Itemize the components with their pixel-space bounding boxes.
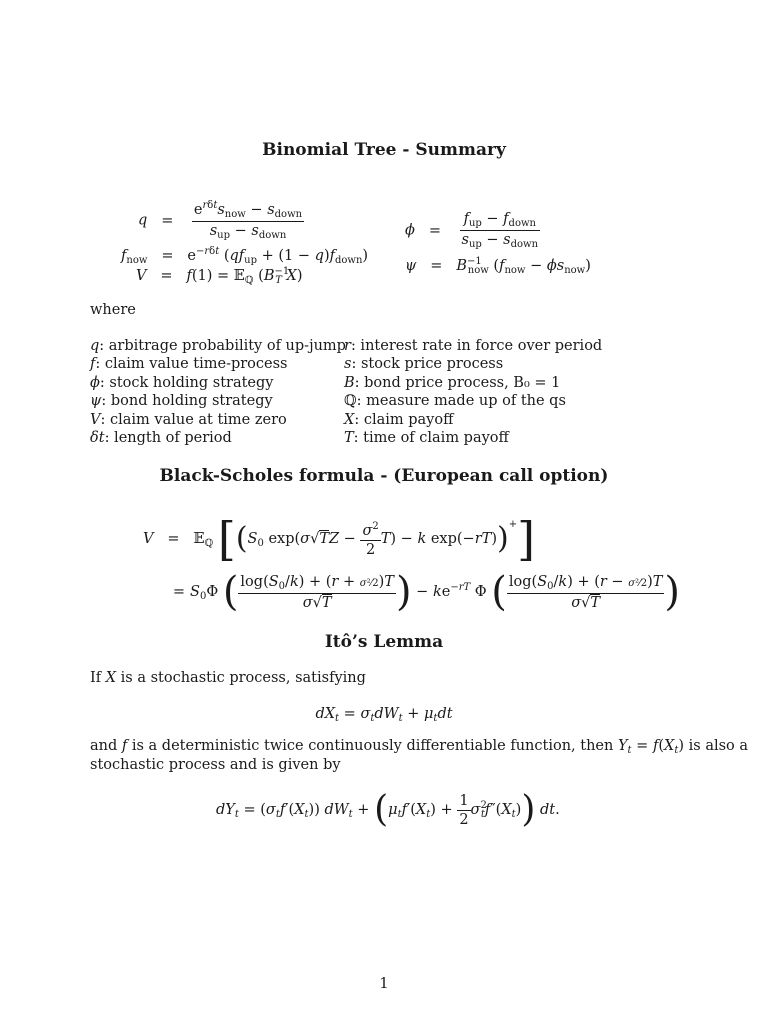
- ito-title: Itô’s Lemma: [324, 632, 444, 652]
- ito-result: $dY_t = (\sigma_tf'(X_t)) dW_t + (\mu_tf'(X_t)$ + $\frac{1}{2}$ $\sigma^2_tf''(X_t)$) dt.: [216, 789, 560, 830]
- definition-item: s: stock price process: [344, 356, 504, 373]
- definitions-right: [344, 337, 602, 447]
- definition-item: q: arbitrage probability of up-jump: [90, 338, 346, 354]
- bs-equation-line-1: V = 𝔼$_ℚ$ [($S_0$ exp(σ√TZ − $\frac{\sigma^2}{2}$ T) − k exp(−rT))+]: [143, 512, 536, 566]
- definition-item: f: claim value time-process: [90, 356, 288, 373]
- definition-item: T: time of claim payoff: [344, 429, 509, 446]
- black-scholes-title: Black-Scholes formula - (European call option): [159, 466, 609, 486]
- binomial-title: Binomial Tree - Summary: [262, 140, 506, 160]
- definition-item: X: claim payoff: [344, 411, 454, 428]
- bs-equation-line-2: = $S_0\Phi$ ( $\frac{\log(S_0/k) + (r + \sigma^2⁄2)T}{\sigma√T}$ ) − $ke^{-rT}$ Φ ( $\frac{\log(S_0/k) + (r - \sigma^2⁄2)T}{\sigma√T}$ ): [172, 569, 681, 615]
- equation-phi: ϕ = $\frac{f_{up} - f_{down}}{s_{up} - s_{down}}$: [405, 211, 539, 250]
- ito-paragraph-line-2: stochastic process and is given by: [90, 757, 341, 773]
- ito-paragraph-line-1: and f is a deterministic twice continuously differentiable function, then $Y_t = f(X_t)$ is also a: [90, 738, 749, 756]
- equation-q: q = $\frac{e^{r\delta t}s_{now} - s_{down}}{s_{up} - s_{down}}$: [138, 200, 303, 241]
- definition-item: ψ: bond holding strategy: [90, 393, 273, 410]
- ito-sde: $dX_t = \sigma_tdW_t + \mu_tdt$: [315, 706, 453, 724]
- equation-psi: $\psi = B^{-1}_{now}$ $(f_{now} - \phi s_{now})$: [405, 256, 591, 276]
- definition-item: ϕ: stock holding strategy: [90, 374, 274, 391]
- definition-item: B: bond price process, B₀ = 1: [344, 374, 561, 391]
- definition-item: ℚ: measure made up of the qs: [344, 393, 566, 410]
- page-number: 1: [379, 976, 389, 992]
- ito-intro: If X is a stochastic process, satisfying: [90, 670, 366, 686]
- definition-item: V: claim value at time zero: [90, 411, 287, 428]
- where-label: where: [90, 302, 136, 318]
- equation-v-binomial: V = f(1) = 𝔼$_ℚ$ ($B^{-1}_T$ X): [136, 266, 303, 286]
- definitions-left: [90, 337, 346, 447]
- equation-f-now: $f_{now} = e^{-r\delta t}$ $(qf_{up} + (1 - q)f_{down})$: [121, 246, 369, 266]
- definition-item: r: interest rate in force over period: [344, 338, 603, 354]
- definition-item: δt: length of period: [90, 429, 232, 446]
